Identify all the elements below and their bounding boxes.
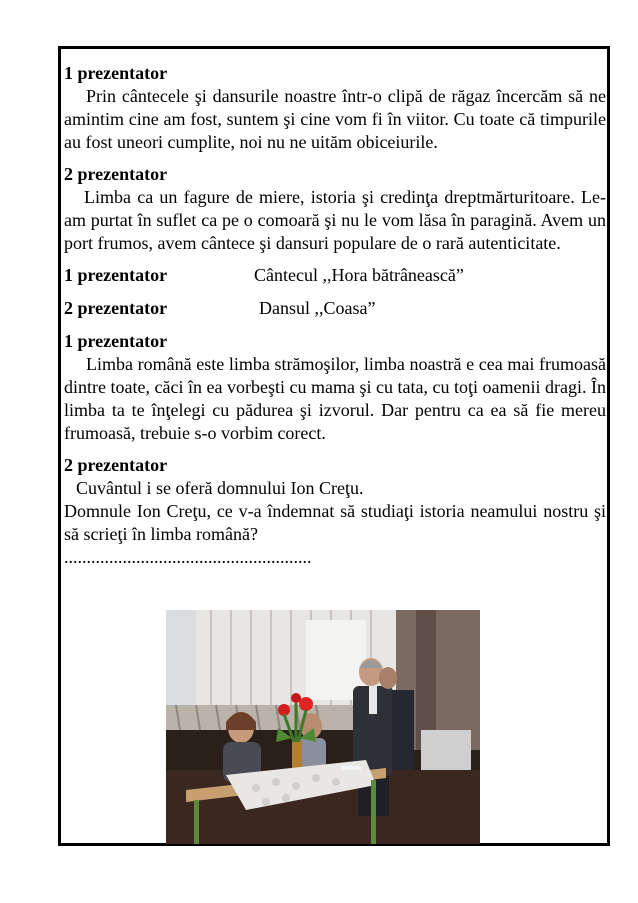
speaker-label: 2 prezentator xyxy=(64,164,168,184)
paragraph: Limba română este limba strămoşilor, limba noastră e cea mai frumoasă dintre toate, căci în ea vorbeşti cu mama şi cu tata, cu toţi oamenii dragi. În limba ta te înţelegi cu pădurea şi izvorul. Dar pentru ca ea să fie mereu frumoasă, trebuie s-o vorbim corect. xyxy=(64,354,606,443)
speaker-label: 1 prezentator xyxy=(64,63,168,83)
document-body xyxy=(64,62,606,578)
section-2 xyxy=(64,163,606,255)
section-6 xyxy=(64,454,606,569)
paragraph: Prin cântecele şi dansurile noastre într-o clipă de răgaz încercăm să ne amintim cine am fost, suntem şi cine vom fi în viitor. Cu toate că timpurile au fost uneori cumplite, noi nu ne uităm obiceiurile. xyxy=(64,86,606,152)
section-4 xyxy=(64,297,606,320)
section-3 xyxy=(64,264,606,287)
speaker-label: 1 prezentator xyxy=(64,331,168,351)
program-item: Cântecul ,,Hora bătrânească” xyxy=(254,265,464,285)
section-5 xyxy=(64,330,606,445)
paragraph: Cuvântul i se oferă domnului Ion Creţu. xyxy=(76,478,364,498)
paragraph: Domnule Ion Creţu, ce v-a îndemnat să studiaţi istoria neamului nostru şi să scrieţi în limba română? xyxy=(64,501,606,544)
program-item: Dansul ,,Coasa” xyxy=(259,298,376,318)
paragraph: Limba ca un fagure de miere, istoria şi credinţa dreptmărturitoare. Le-am purtat în suflet ca pe o comoară şi nu le vom lăsa în paragină. Avem un port frumos, avem cântece şi dansuri populare de o rară autenticitate. xyxy=(64,187,606,253)
speaker-label: 2 prezentator xyxy=(64,455,168,475)
speaker-label: 2 prezentator xyxy=(64,298,168,318)
event-photo xyxy=(166,610,480,844)
dotted-line: ....................................................... xyxy=(64,547,312,567)
section-1 xyxy=(64,62,606,154)
speaker-label: 1 prezentator xyxy=(64,265,168,285)
